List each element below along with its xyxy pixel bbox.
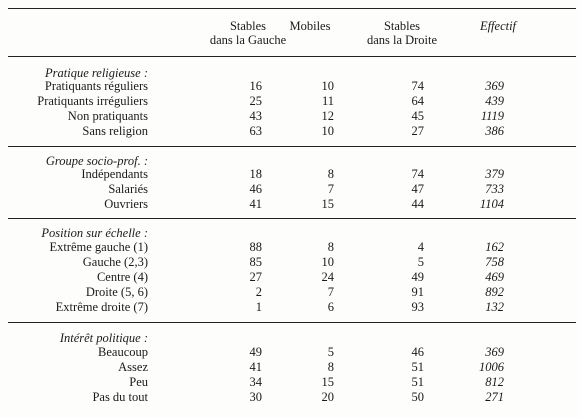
cell-effectif: 386 bbox=[485, 124, 504, 138]
cell-effectif: 758 bbox=[485, 255, 504, 269]
header-stables-gauche-line1: Stables bbox=[229, 19, 267, 33]
cell-stables-droite: 74 bbox=[411, 167, 424, 181]
cell-stables-gauche: 63 bbox=[249, 124, 262, 138]
table-row bbox=[0, 376, 580, 389]
table-row bbox=[0, 271, 580, 284]
table-row bbox=[0, 361, 580, 374]
cell-mobiles: 10 bbox=[321, 124, 334, 138]
row-label: Extrême gauche (1) bbox=[49, 240, 148, 254]
cell-stables-gauche: 46 bbox=[249, 182, 262, 196]
cell-stables-gauche: 30 bbox=[249, 390, 262, 404]
cell-stables-gauche: 34 bbox=[249, 375, 262, 389]
cell-stables-droite: 4 bbox=[417, 240, 424, 254]
cell-stables-gauche: 18 bbox=[249, 167, 262, 181]
cell-effectif: 439 bbox=[485, 94, 504, 108]
table-row bbox=[0, 241, 580, 254]
cell-stables-gauche: 1 bbox=[255, 300, 262, 314]
cell-stables-droite: 51 bbox=[411, 360, 424, 374]
cell-stables-droite: 93 bbox=[411, 300, 424, 314]
cell-mobiles: 8 bbox=[327, 360, 334, 374]
row-label: Salariés bbox=[108, 182, 148, 196]
cell-mobiles: 15 bbox=[321, 375, 334, 389]
cell-mobiles: 11 bbox=[321, 94, 334, 108]
section-rule bbox=[8, 146, 576, 147]
row-label: Pratiquants réguliers bbox=[44, 79, 148, 93]
cell-effectif: 271 bbox=[485, 390, 504, 404]
cell-mobiles: 7 bbox=[327, 285, 334, 299]
row-label: Ouvriers bbox=[104, 197, 148, 211]
cell-stables-droite: 49 bbox=[411, 270, 424, 284]
header-stables-gauche-line2: dans la Gauche bbox=[209, 33, 287, 47]
cell-effectif: 1104 bbox=[479, 197, 504, 211]
cell-effectif: 733 bbox=[485, 182, 504, 196]
cell-stables-droite: 50 bbox=[411, 390, 424, 404]
section-title: Pratique religieuse : bbox=[45, 66, 148, 80]
row-label: Sans religion bbox=[82, 124, 148, 138]
cell-effectif: 369 bbox=[485, 79, 504, 93]
cell-effectif: 1006 bbox=[479, 360, 504, 374]
cell-stables-droite: 91 bbox=[411, 285, 424, 299]
cell-mobiles: 10 bbox=[321, 255, 334, 269]
table-row bbox=[0, 301, 580, 314]
cell-stables-gauche: 41 bbox=[249, 197, 262, 211]
cell-stables-droite: 44 bbox=[411, 197, 424, 211]
cell-stables-droite: 51 bbox=[411, 375, 424, 389]
header-stables-droite bbox=[352, 19, 452, 47]
cell-stables-droite: 5 bbox=[417, 255, 424, 269]
row-label: Droite (5, 6) bbox=[85, 285, 148, 299]
row-label: Extrême droite (7) bbox=[55, 300, 148, 314]
table-row bbox=[0, 110, 580, 123]
table-row bbox=[0, 391, 580, 404]
cell-effectif: 132 bbox=[485, 300, 504, 314]
cell-stables-gauche: 85 bbox=[249, 255, 262, 269]
header-rule bbox=[8, 56, 576, 57]
cell-stables-droite: 74 bbox=[411, 79, 424, 93]
section-rule bbox=[8, 322, 576, 323]
row-label: Non pratiquants bbox=[67, 109, 148, 123]
section-title: Position sur échelle : bbox=[41, 226, 148, 240]
cell-effectif: 469 bbox=[485, 270, 504, 284]
header-stables-droite-line2: dans la Droite bbox=[366, 33, 438, 47]
cell-stables-gauche: 43 bbox=[249, 109, 262, 123]
cell-stables-droite: 64 bbox=[411, 94, 424, 108]
cell-effectif: 892 bbox=[485, 285, 504, 299]
cell-stables-gauche: 27 bbox=[249, 270, 262, 284]
cell-mobiles: 8 bbox=[327, 167, 334, 181]
cell-stables-droite: 47 bbox=[411, 182, 424, 196]
cell-mobiles: 10 bbox=[321, 79, 334, 93]
row-label: Assez bbox=[118, 360, 148, 374]
row-label: Peu bbox=[129, 375, 148, 389]
cell-stables-droite: 46 bbox=[411, 345, 424, 359]
table-row bbox=[0, 198, 580, 211]
top-rule bbox=[8, 8, 576, 9]
cell-stables-gauche: 49 bbox=[249, 345, 262, 359]
row-label: Gauche (2,3) bbox=[82, 255, 148, 269]
header-effectif: Effectif bbox=[479, 19, 517, 33]
cell-effectif: 379 bbox=[485, 167, 504, 181]
cell-stables-droite: 45 bbox=[411, 109, 424, 123]
table-row bbox=[0, 286, 580, 299]
cell-stables-gauche: 88 bbox=[249, 240, 262, 254]
cell-mobiles: 24 bbox=[321, 270, 334, 284]
row-label: Pratiquants irréguliers bbox=[37, 94, 148, 108]
table-row bbox=[0, 125, 580, 138]
table-row bbox=[0, 168, 580, 181]
table-row bbox=[0, 183, 580, 196]
table-row bbox=[0, 95, 580, 108]
header-mobiles: Mobiles bbox=[289, 19, 331, 33]
cell-mobiles: 8 bbox=[327, 240, 334, 254]
cell-effectif: 369 bbox=[485, 345, 504, 359]
cell-mobiles: 20 bbox=[321, 390, 334, 404]
cell-effectif: 162 bbox=[485, 240, 504, 254]
table-row bbox=[0, 346, 580, 359]
cell-stables-gauche: 16 bbox=[249, 79, 262, 93]
section-title: Intérêt politique : bbox=[59, 331, 148, 345]
row-label: Pas du tout bbox=[92, 390, 148, 404]
header-stables-droite-line1: Stables bbox=[383, 19, 421, 33]
table-row bbox=[0, 256, 580, 269]
cell-effectif: 812 bbox=[485, 375, 504, 389]
table-row bbox=[0, 80, 580, 93]
row-label: Centre (4) bbox=[96, 270, 148, 284]
cell-stables-droite: 27 bbox=[411, 124, 424, 138]
cell-effectif: 1119 bbox=[480, 109, 504, 123]
cell-mobiles: 15 bbox=[321, 197, 334, 211]
row-label: Beaucoup bbox=[98, 345, 148, 359]
cell-mobiles: 6 bbox=[327, 300, 334, 314]
row-label: Indépendants bbox=[81, 167, 148, 181]
section-rule bbox=[8, 218, 576, 219]
cell-stables-gauche: 41 bbox=[249, 360, 262, 374]
cell-stables-gauche: 2 bbox=[255, 285, 262, 299]
cell-mobiles: 12 bbox=[321, 109, 334, 123]
section-title: Groupe socio-prof. : bbox=[45, 154, 148, 168]
cell-stables-gauche: 25 bbox=[249, 94, 262, 108]
cell-mobiles: 7 bbox=[327, 182, 334, 196]
cell-mobiles: 5 bbox=[327, 345, 334, 359]
